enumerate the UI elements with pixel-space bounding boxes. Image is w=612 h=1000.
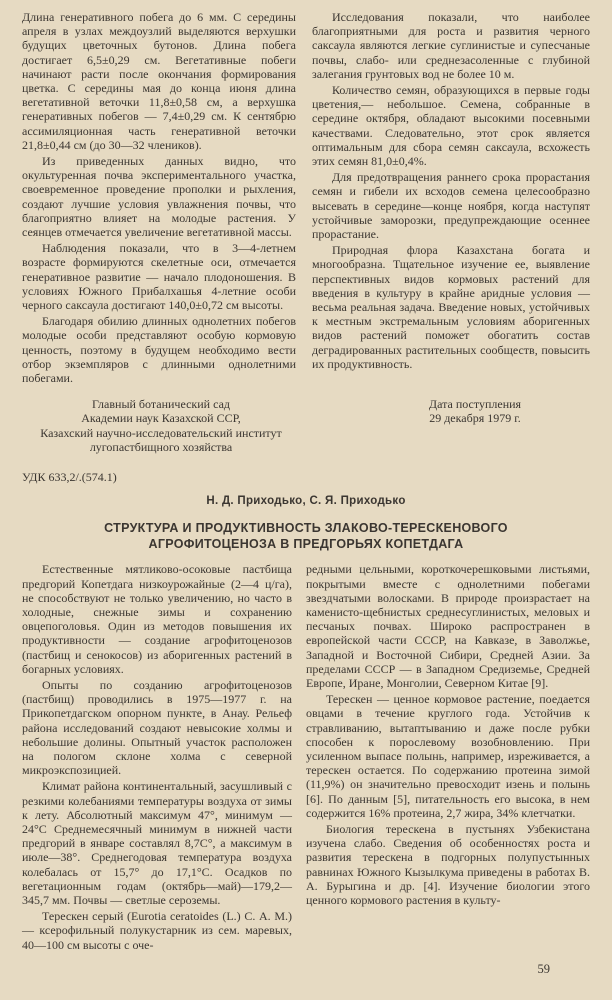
- previous-article-columns: [22, 10, 590, 385]
- paragraph: Из приведенных данных видно, что окультуренная почва экспериментального участка, своевременное проведение прополки и рыхления, создают лучшие условия увлажнения почвы, что благоприятно влияет на молодые растения. У сеянцев отмечается увеличение вегетативной массы.: [22, 154, 296, 240]
- paragraph: Опыты по созданию агрофитоценозов (пастбищ) проводились в 1975—1977 г. на Прикопетдагском опорном пункте, в Анау. Рельеф района исследований создают невысокие холмы и небольшие долины. Опытный участок расположен на пологом склоне холма с северной микроэкспозицией.: [22, 677, 292, 778]
- paragraph: Благодаря обилию длинных однолетних побегов молодые особи представляют особую кормовую ценность, поэтому в будущем необходимо вести отбор экземпляров с длинными однолетними побегами.: [22, 314, 296, 386]
- paragraph: Исследования показали, что наиболее благоприятными для роста и развития черного саксаула являются легкие суглинистые и супесчаные почвы, слабо- или среднезасоленные с глубиной залегания грунтовых вод не более 10 м.: [312, 10, 590, 81]
- paragraph: Для предотвращения раннего срока прорастания семян и гибели их всходов семена целесообразно высевать в середине—конце ноября, когда наступят устойчивые заморозки, предупреждающие осеннее прорастание.: [312, 170, 590, 242]
- paragraph: Терескен серый (Eurotia ceratoides (L.) С. А. М.) — ксерофильный полукустарник из сем. маревых, 40—100 см высоты с оче-: [22, 909, 292, 952]
- paragraph: Биология терескена в пустынях Узбекистана изучена слабо. Сведения об особенностях роста и развития терескена в подгорных полупустынных равнинах Южного Кызылкума приведены в работах В. А. Бурыгина и др. [4]. Изучение биологии этого ценного кормового растения в культу-: [306, 821, 590, 907]
- paragraph: Количество семян, образующихся в первые годы цветения,— небольшое. Семена, собранные в середине октября, обладают высокими посевными качествами. Следовательно, этот срок является оптимальным для сбора семян саксаула, всхожесть этих семян 81,0±0,4%.: [312, 83, 590, 169]
- authors: Н. Д. Приходько, С. Я. Приходько: [206, 495, 406, 508]
- affiliation-line: Академии наук Казахской ССР,: [81, 411, 241, 426]
- udk-code: УДК 633,2/.(574.1): [22, 470, 117, 485]
- title-line: СТРУКТУРА И ПРОДУКТИВНОСТЬ ЗЛАКОВО-ТЕРЕСКЕНОВОГО: [104, 521, 508, 536]
- title-line: АГРОФИТОЦЕНОЗА В ПРЕДГОРЬЯХ КОПЕТДАГА: [148, 537, 464, 552]
- received-value: 29 декабря 1979 г.: [429, 411, 521, 426]
- affiliation-line: Казахский научно-исследовательский институт: [40, 425, 282, 440]
- article-right-column: [306, 562, 590, 907]
- paragraph: редными цельными, короткочерешковыми листьями, покрытыми вместе с однолетними побегами звездчатыми волосками. В природе произрастает на каменисто-щебнистых среднесуглинистых, меловых и песчаных почвах. Широко распространен в европейской части СССР, на Кавказе, в Заволжье, Западной и Восточной Сибири, Средней Азии. За пределами СССР — в Западном Средиземье, Средней Европе, Иране, Монголии, Северном Китае [9].: [306, 562, 590, 690]
- affiliation-line: Главный ботанический сад: [92, 397, 230, 412]
- received-date: [400, 397, 550, 425]
- article-footer: [22, 397, 590, 454]
- paragraph: Климат района континентальный, засушливый с резкими колебаниями температуры воздуха от зимы к лету. Абсолютный максимум 47°, минимум — 24°С Среднемесячный минимум в нижней части предгорий в январе составлял 8,7С°, а максимум в июле—38°. Среднегодовая температура воздуха колебалась от 15,7° до 17,1°С. Осадков по вегетационным годам (октябрь—май)—179,2—345,7 мм. Почвы — светлые сероземы.: [22, 779, 292, 907]
- paragraph: Природная флора Казахстана богата и многообразна. Тщательное изучение ее, выявление перспективных видов кормовых растений для введения в культуру в крайне аридные условия — весьма реальная задача. Введение новых, устойчивых к местным экстремальным условиям аборигенных видов растений поможет обогатить состав деградированных растительных сообществ, повысить их продуктивность.: [312, 243, 590, 371]
- article-title: [22, 520, 590, 552]
- paragraph: Длина генеративного побега до 6 мм. С середины апреля в узлах междоузлий выделяются верхушки будущих цветочных бутонов. Длина побега достигает 6,5±0,29 см. Вегетативные побеги начинают расти после окончания формирования цветка. С середины мая до конца июня длина вегетативной веточки 11,8±0,58 см, а верхушка генеративных побегов — 7,4±0,29 см. К сентябрю ассимиляционная часть генеративной веточки 21,8±0,44 см (до 30—32 члеников).: [22, 10, 296, 152]
- article-left-column: [22, 562, 292, 951]
- paragraph: Наблюдения показали, что в 3—4-летнем возрасте формируются скелетные оси, отмечается генеративное развитие — начало плодоношения. В условиях Южного Прибалхашья 4-летние особи черного саксаула достигают 140,0±0,72 см высоты.: [22, 241, 296, 313]
- received-label: Дата поступления: [428, 397, 522, 412]
- page-number: 59: [537, 961, 550, 976]
- paragraph: Терескен — ценное кормовое растение, поедается овцами в течение круглого года. Устойчив к стравливанию, вытаптыванию и даже после рубки способен к порослевому возобновлению. При усиленном выпасе полынь, например, изреживается, а терескен остается. По содержанию протеина зимой (11,9%) он значительно превосходит изень и полынь [6]. По данным [5], питательность его высока, в нем содержится 16% протеина, 2,7 жира, 34% клетчатки.: [306, 692, 590, 820]
- affiliation: [22, 397, 300, 454]
- affiliation-line: лугопастбищного хозяйства: [89, 439, 233, 454]
- paragraph: Естественные мятликово-осоковые пастбища предгорий Копетдага низкоурожайные (2—4 ц/га), не способствуют не только увеличению, но часто в холодные, снежные зимы и сохранению овцепоголовья. Один из методов повышения их продуктивности — создание агрофитоценозов (пастбищ и сенокосов) из аборигенных растений в богарных условиях.: [22, 562, 292, 676]
- previous-article-left-column: [22, 10, 296, 385]
- previous-article-right-column: [312, 10, 590, 371]
- article-columns: [22, 562, 590, 951]
